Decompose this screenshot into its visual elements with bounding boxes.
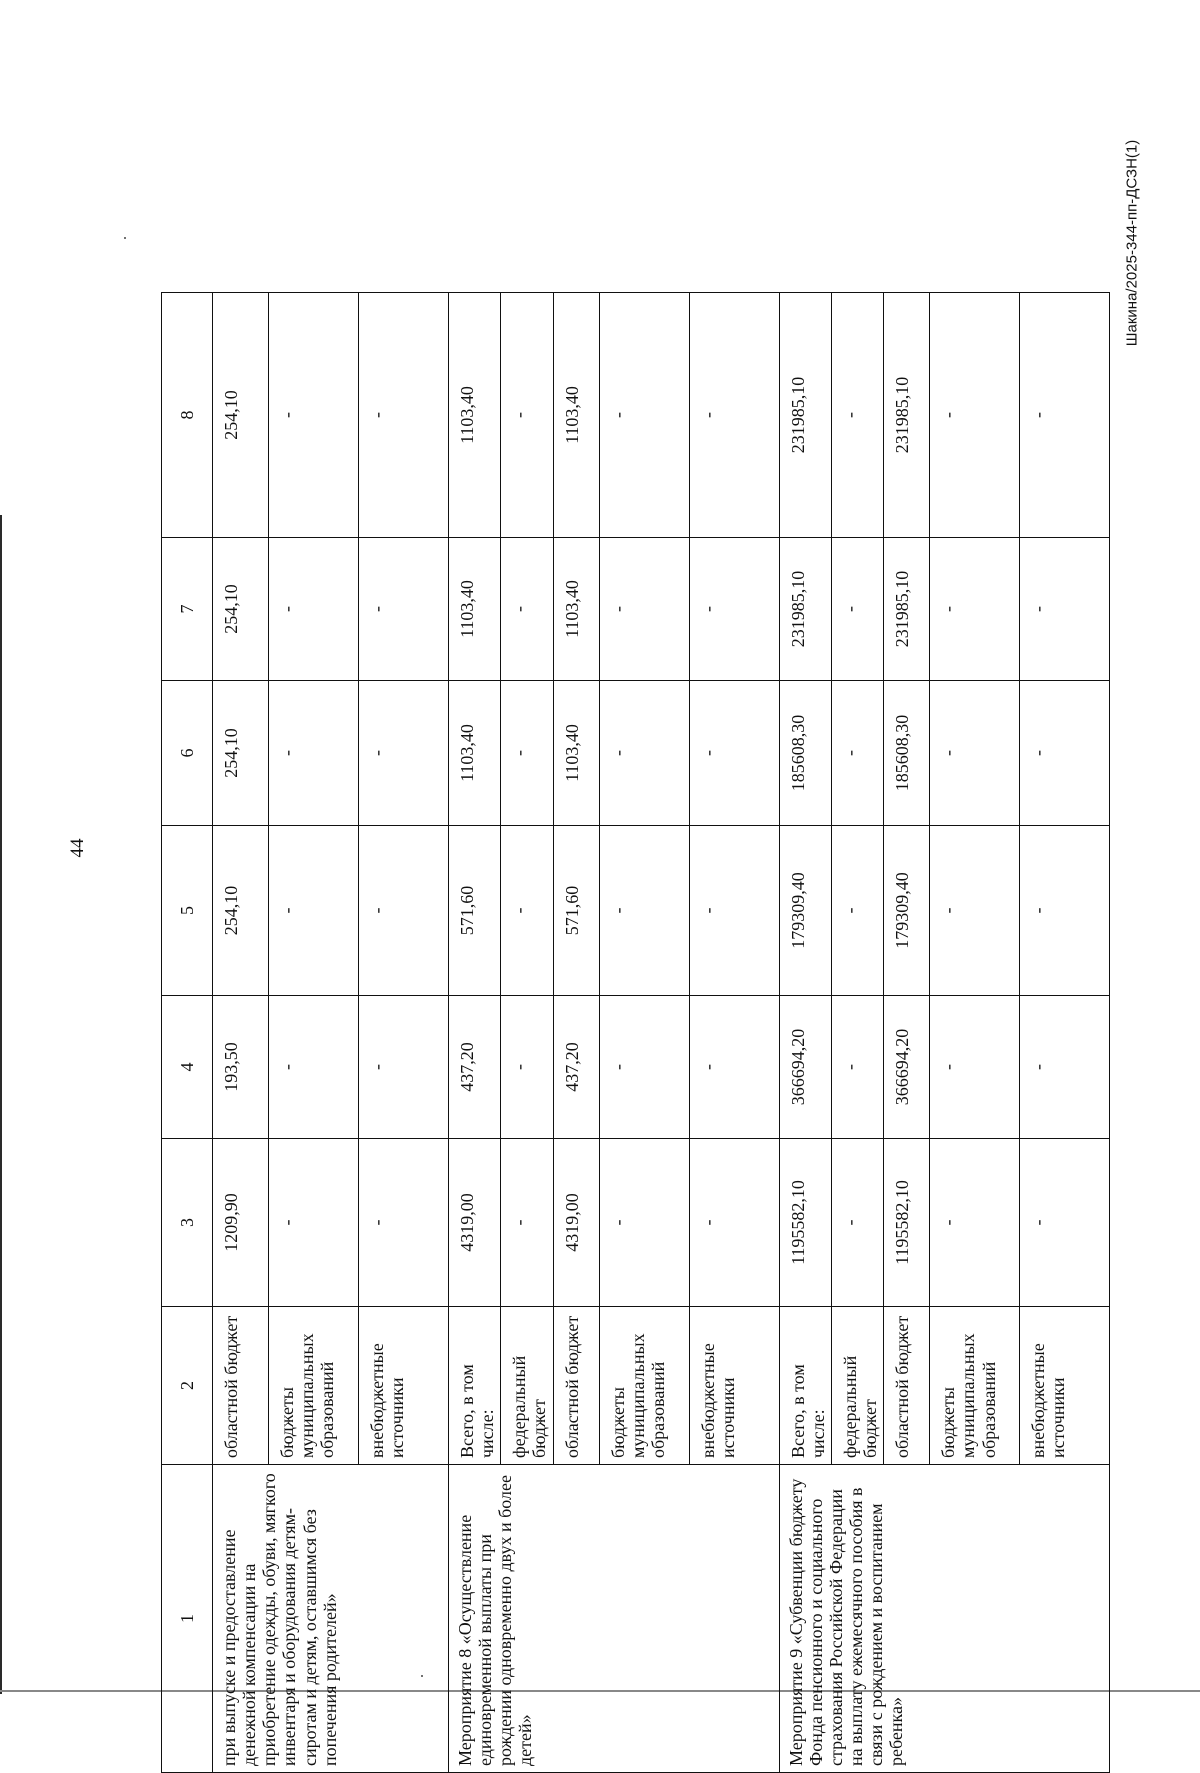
column-header-1: 1 xyxy=(162,1465,213,1773)
column-header-6: 6 xyxy=(162,681,213,826)
funding-source: областной бюджет xyxy=(213,1307,269,1465)
amount-cell: - xyxy=(1020,1139,1110,1307)
event-description: Мероприятие 9 «Субвенции бюджету Фонда пенсионного и социального страхования Российской Федерации на выплату ежемесячного пособия в связи с рождением и воспитанием ребенка» xyxy=(779,1465,1110,1773)
amount-cell: - xyxy=(831,1139,883,1307)
funding-source: внебюджетные источники xyxy=(689,1307,779,1465)
funding-source: федеральный бюджет xyxy=(831,1307,883,1465)
amount-cell: 1103,40 xyxy=(449,681,501,826)
table-row xyxy=(449,293,501,1773)
amount-cell: - xyxy=(831,681,883,826)
amount-cell: - xyxy=(689,681,779,826)
amount-cell: - xyxy=(930,293,1020,538)
funding-source: бюджеты муниципальных образований xyxy=(269,1307,359,1465)
table-row xyxy=(779,293,831,1773)
amount-cell: - xyxy=(1020,538,1110,681)
header-row xyxy=(162,293,213,1773)
amount-cell: - xyxy=(501,538,553,681)
rotated-table-wrapper xyxy=(161,293,1075,1773)
amount-cell: - xyxy=(689,996,779,1139)
amount-cell: - xyxy=(689,293,779,538)
funding-source: Всего, в том числе: xyxy=(449,1307,501,1465)
scan-edge-left xyxy=(0,515,2,1694)
amount-cell: - xyxy=(501,996,553,1139)
amount-cell: - xyxy=(689,826,779,996)
amount-cell: - xyxy=(269,1139,359,1307)
amount-cell: 193,50 xyxy=(213,996,269,1139)
amount-cell: - xyxy=(930,826,1020,996)
amount-cell: 1195582,10 xyxy=(884,1139,930,1307)
amount-cell: 4319,00 xyxy=(449,1139,501,1307)
amount-cell: 4319,00 xyxy=(553,1139,599,1307)
amount-cell: - xyxy=(689,1139,779,1307)
amount-cell: 1103,40 xyxy=(449,293,501,538)
amount-cell: - xyxy=(599,996,689,1139)
column-header-7: 7 xyxy=(162,538,213,681)
amount-cell: - xyxy=(599,1139,689,1307)
amount-cell: 254,10 xyxy=(213,826,269,996)
event-description: при выпуске и предоставление денежной компенсации на приобретение одежды, обуви, мягкого инвентаря и оборудования детям-сиротам и детям, оставшимся без попечения родителей» xyxy=(213,1465,449,1773)
amount-cell: 1103,40 xyxy=(553,538,599,681)
amount-cell: 231985,10 xyxy=(884,293,930,538)
table-row xyxy=(213,293,269,1773)
amount-cell: - xyxy=(831,996,883,1139)
amount-cell: - xyxy=(1020,826,1110,996)
amount-cell: - xyxy=(930,681,1020,826)
amount-cell: 1195582,10 xyxy=(779,1139,831,1307)
column-header-3: 3 xyxy=(162,1139,213,1307)
scan-speck xyxy=(124,237,126,239)
amount-cell: 437,20 xyxy=(449,996,501,1139)
amount-cell: 1209,90 xyxy=(213,1139,269,1307)
amount-cell: - xyxy=(930,538,1020,681)
amount-cell: - xyxy=(269,293,359,538)
amount-cell: - xyxy=(359,538,449,681)
amount-cell: 185608,30 xyxy=(884,681,930,826)
funding-source: областной бюджет xyxy=(884,1307,930,1465)
amount-cell: - xyxy=(269,681,359,826)
amount-cell: - xyxy=(599,293,689,538)
amount-cell: 179309,40 xyxy=(779,826,831,996)
funding-source: внебюджетные источники xyxy=(359,1307,449,1465)
amount-cell: - xyxy=(269,826,359,996)
funding-source: Всего, в том числе: xyxy=(779,1307,831,1465)
amount-cell: - xyxy=(359,293,449,538)
amount-cell: 185608,30 xyxy=(779,681,831,826)
amount-cell: 571,60 xyxy=(553,826,599,996)
amount-cell: - xyxy=(269,538,359,681)
funding-source: внебюджетные источники xyxy=(1020,1307,1110,1465)
amount-cell: - xyxy=(359,996,449,1139)
amount-cell: 571,60 xyxy=(449,826,501,996)
amount-cell: - xyxy=(831,826,883,996)
column-header-8: 8 xyxy=(162,293,213,538)
amount-cell: 366694,20 xyxy=(779,996,831,1139)
amount-cell: - xyxy=(831,293,883,538)
amount-cell: - xyxy=(599,826,689,996)
amount-cell: - xyxy=(359,826,449,996)
amount-cell: 179309,40 xyxy=(884,826,930,996)
amount-cell: 1103,40 xyxy=(553,293,599,538)
amount-cell: - xyxy=(501,681,553,826)
amount-cell: - xyxy=(689,538,779,681)
amount-cell: - xyxy=(599,681,689,826)
amount-cell: - xyxy=(930,1139,1020,1307)
amount-cell: 231985,10 xyxy=(884,538,930,681)
amount-cell: 231985,10 xyxy=(779,538,831,681)
funding-source: бюджеты муниципальных образований xyxy=(599,1307,689,1465)
amount-cell: 1103,40 xyxy=(553,681,599,826)
amount-cell: 254,10 xyxy=(213,681,269,826)
amount-cell: - xyxy=(1020,681,1110,826)
page-number: 44 xyxy=(67,838,88,858)
amount-cell: 437,20 xyxy=(553,996,599,1139)
funding-source: областной бюджет xyxy=(553,1307,599,1465)
amount-cell: - xyxy=(1020,996,1110,1139)
amount-cell: - xyxy=(599,538,689,681)
funding-source: бюджеты муниципальных образований xyxy=(930,1307,1020,1465)
amount-cell: - xyxy=(359,1139,449,1307)
amount-cell: - xyxy=(501,826,553,996)
amount-cell: 231985,10 xyxy=(779,293,831,538)
amount-cell: - xyxy=(501,1139,553,1307)
amount-cell: - xyxy=(359,681,449,826)
document-code: Шакина/2025-344-пп-ДСЗН(1) xyxy=(1123,139,1141,347)
event-description: Мероприятие 8 «Осуществление единовременной выплаты при рождении одновременно двух и более детей» xyxy=(449,1465,780,1773)
amount-cell: 366694,20 xyxy=(884,996,930,1139)
amount-cell: - xyxy=(930,996,1020,1139)
amount-cell: 1103,40 xyxy=(449,538,501,681)
column-header-2: 2 xyxy=(162,1307,213,1465)
amount-cell: - xyxy=(1020,293,1110,538)
amount-cell: 254,10 xyxy=(213,293,269,538)
column-header-4: 4 xyxy=(162,996,213,1139)
amount-cell: 254,10 xyxy=(213,538,269,681)
amount-cell: - xyxy=(831,538,883,681)
funding-source: федеральный бюджет xyxy=(501,1307,553,1465)
amount-cell: - xyxy=(501,293,553,538)
amount-cell: - xyxy=(269,996,359,1139)
budget-table xyxy=(161,292,1110,1773)
column-header-5: 5 xyxy=(162,826,213,996)
